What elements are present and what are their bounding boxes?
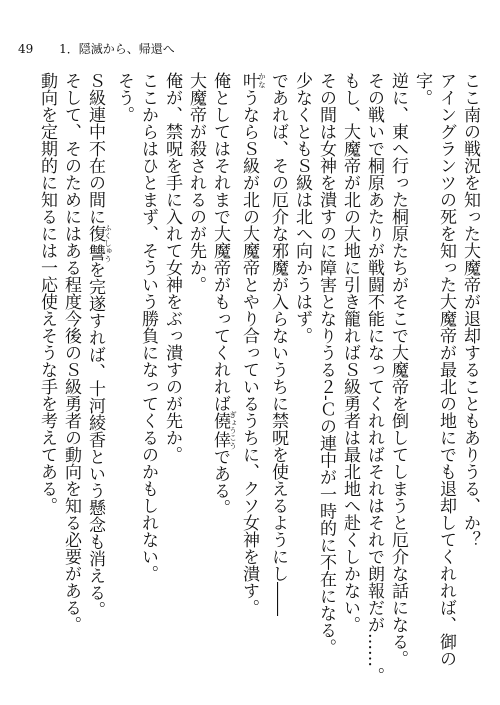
running-head [18, 40, 488, 58]
body-line: その間は女神を潰すのに障害となりうる２‐Ｃの連中が一時的に不在になる。 [316, 72, 336, 656]
body-line: アイングランツの死を知った大魔帝が最北の地にでも退却してくれれば、御の字。 [412, 72, 456, 667]
furigana-reading: ふくしゅう [103, 223, 113, 263]
body-line: Ｓ級連中不在の間に復讐ふくしゅうを完遂すれば、十河綾香という懸念も消える。 [85, 72, 113, 619]
body-line: ここからはひとまず、そういう勝負になってくるのかもしれない。 [138, 72, 158, 582]
body-line: 俺が、禁呪を手に入れて女神をぶっ潰すのが先か。 [162, 72, 182, 463]
body-line: 少なくともＳ級は北へ向かうはず。 [292, 72, 312, 344]
body-line: その戦いで桐原あたりが戦闘不能になってくれればそれはそれで朗報だが……。 [364, 72, 384, 684]
body-line: 大魔帝が殺されるのが先か。 [186, 72, 206, 293]
body-line: 逆に、東へ行った桐原たちがそこで大魔帝を倒してしまうと厄介な話になる。 [388, 72, 408, 667]
furigana: 復讐ふくしゅう [85, 223, 113, 263]
body-line: そして、そのためにはある程度今後のＳ級勇者の動向を知る必要がある。 [61, 72, 81, 633]
body-line: もし、大魔帝が北の大地に引き籠ればＳ級勇者は最北地へ赴くしかない。 [340, 72, 360, 633]
body-line: であれば、その厄介な邪魔が入らないうちに禁呪を使えるようにし―― [268, 72, 288, 616]
body-line: 叶かなうならＳ級が北の大魔帝とやり合っているうちに、クソ女神を潰す。 [239, 72, 267, 616]
furigana-reading: かな [257, 72, 267, 89]
chapter-title: 1．隠滅から、帰還へ [59, 42, 175, 56]
furigana-reading: ぎょうこう [228, 410, 238, 450]
body-text [37, 72, 482, 692]
furigana: 叶かな [239, 72, 267, 89]
body-line: ここ南の戦況を知った大魔帝が退却することもありうる、か？ [460, 72, 480, 548]
page-number: 49 [18, 42, 34, 56]
body-line: 俺としてはそれまで大魔帝がもってくれれば僥倖ぎょうこうである。 [210, 72, 238, 517]
body-line: 動向を定期的に知るには一応使えそうな手を考えてある。 [37, 72, 57, 514]
body-line: そう。 [114, 72, 134, 123]
furigana: 僥倖ぎょうこう [210, 410, 238, 450]
